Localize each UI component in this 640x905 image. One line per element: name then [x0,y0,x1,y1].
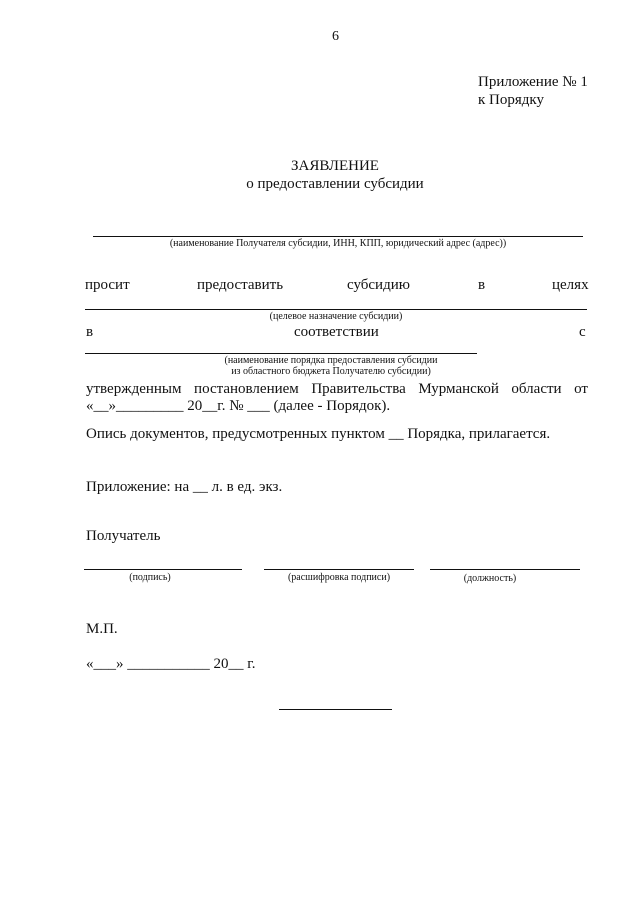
document-title: ЗАЯВЛЕНИЕ [291,158,379,174]
position-caption: (должность) [463,573,517,584]
decoding-underline [264,569,414,570]
word-prosit: просит [85,277,130,293]
seal-label: М.П. [86,621,118,637]
order-caption-line1: (наименование порядка предоставления субсидии [224,355,438,366]
word-v: в [478,277,486,293]
recipient-label: Получатель [86,528,161,544]
appendix-reference: к Порядку [478,92,544,108]
word-sootvetstvii: соответствии [294,324,379,340]
approved-line-1: утвержденным постановлением Правительства Мурманской области от [86,381,588,397]
word-predostavit: предоставить [197,277,284,293]
recipient-underline [93,236,583,237]
purpose-underline [85,309,587,310]
document-subtitle: о предоставлении субсидии [246,176,424,192]
appendix-label: Приложение № 1 [478,74,588,90]
signature-underline [84,569,242,570]
recipient-caption: (наименование Получателя субсидии, ИНН, КПП, юридический адрес (адрес)) [169,238,507,249]
order-caption-line2: из областного бюджета Получателю субсидии) [231,366,431,377]
approved-line-2: «__»_________ 20__г. № ___ (далее - Порядок). [86,398,391,414]
position-underline [430,569,580,570]
decoding-caption: (расшифровка подписи) [287,572,391,583]
end-separator [279,709,392,710]
purpose-caption: (целевое назначение субсидии) [269,311,403,322]
word-v2: в [86,324,94,340]
inventory-text: Опись документов, предусмотренных пунктом __ Порядка, прилагается. [86,426,551,442]
word-subsidiyu: субсидию [347,277,410,293]
word-s: с [579,324,586,340]
date-line: «___» ___________ 20__ г. [86,656,256,672]
attachment-text: Приложение: на __ л. в ед. экз. [86,479,283,495]
page-number: 6 [332,29,339,44]
order-underline [85,353,477,354]
signature-caption: (подпись) [129,572,171,583]
word-tselyakh: целях [552,277,589,293]
